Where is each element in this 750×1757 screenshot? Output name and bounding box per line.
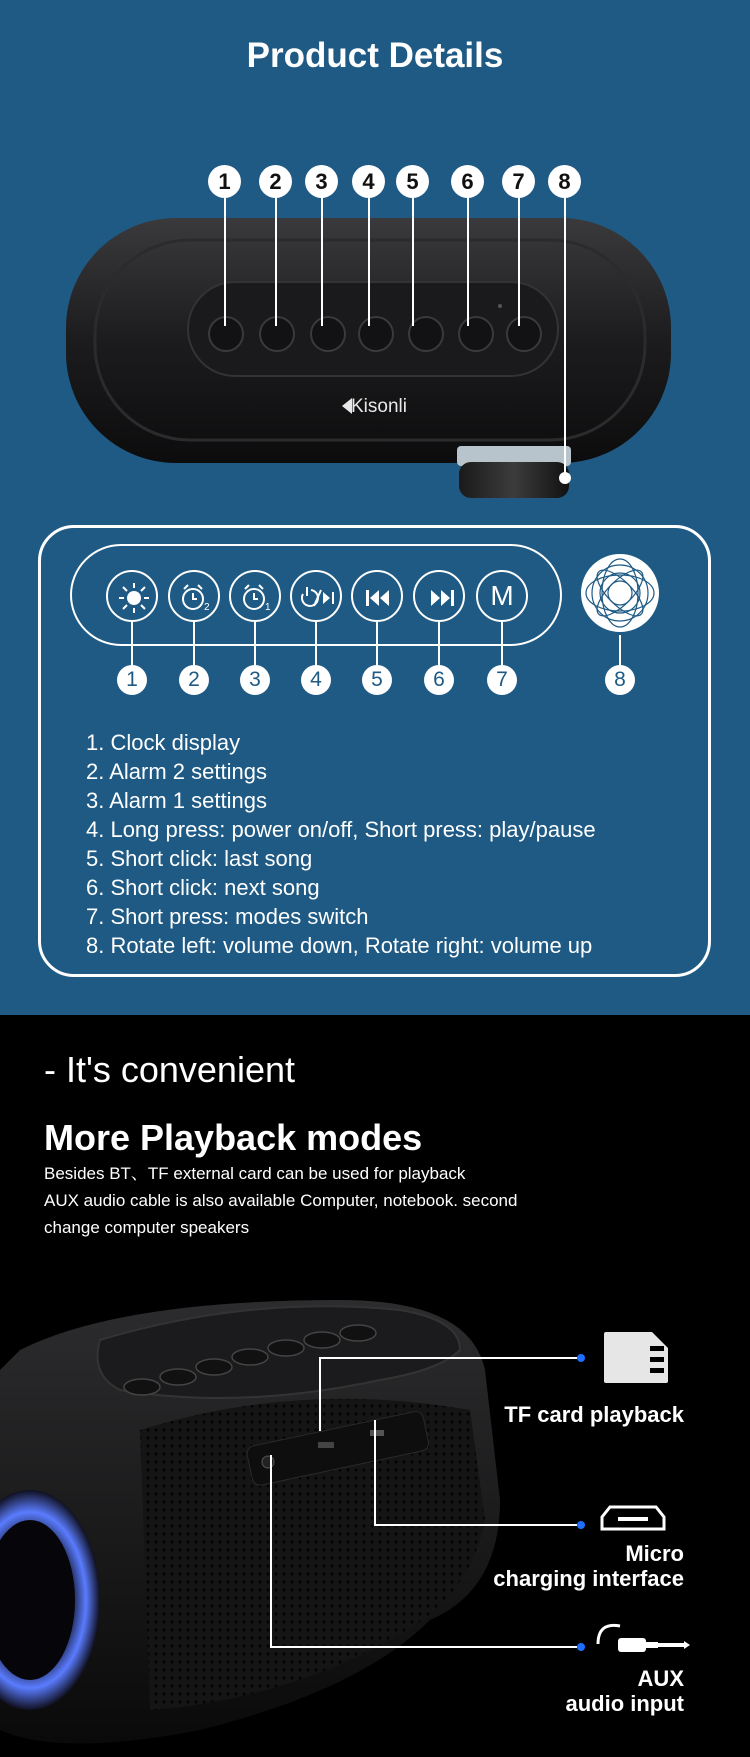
aux-plug-icon — [596, 1618, 692, 1664]
panel-line — [501, 622, 503, 670]
panel-number-5: 5 — [362, 665, 392, 695]
callout-line — [321, 196, 323, 326]
brand-logo — [0, 396, 750, 418]
tagline: - It's convenient — [44, 1049, 295, 1090]
alarm-1-icon — [229, 570, 281, 622]
volume-knob-icon — [578, 551, 662, 635]
callout-3: 3 — [305, 165, 338, 198]
tf-card-icon — [600, 1330, 672, 1385]
list-item: 4. Long press: power on/off, Short press: play/pause — [86, 817, 596, 842]
speaker-top-view-image — [0, 210, 750, 500]
panel-number-8: 8 — [605, 665, 635, 695]
callout-line — [412, 196, 414, 326]
callout-2: 2 — [259, 165, 292, 198]
micro-usb-icon — [600, 1505, 666, 1531]
panel-number-6: 6 — [424, 665, 454, 695]
page-title: Product Details — [246, 36, 504, 75]
list-item: 1. Clock display — [86, 730, 241, 755]
alarm-2-icon — [168, 570, 220, 622]
connector-line — [270, 1646, 577, 1648]
callout-7: 7 — [502, 165, 535, 198]
callout-line — [224, 196, 226, 326]
clock-display-icon — [106, 570, 158, 622]
aux-text-1: AUX — [637, 1666, 684, 1691]
panel-number-1: 1 — [117, 665, 147, 695]
callout-5: 5 — [396, 165, 429, 198]
connector-line — [374, 1524, 577, 1526]
description-line: AUX audio cable is also available Computer, notebook. second — [44, 1191, 518, 1210]
callout-line — [564, 196, 566, 476]
function-list — [86, 728, 596, 960]
connector-line — [270, 1455, 272, 1647]
panel-number-4: 4 — [301, 665, 331, 695]
callout-line — [368, 196, 370, 326]
panel-line — [438, 622, 440, 670]
micro-usb-text-2: charging interface — [493, 1566, 684, 1591]
panel-number-3: 3 — [240, 665, 270, 695]
svg-text:1: 1 — [265, 602, 271, 613]
list-item: 2. Alarm 2 settings — [86, 759, 267, 784]
callout-6: 6 — [451, 165, 484, 198]
previous-track-icon — [351, 570, 403, 622]
list-item: 7. Short press: modes switch — [86, 904, 369, 929]
list-item: 8. Rotate left: volume down, Rotate right: volume up — [86, 933, 593, 958]
list-item: 5. Short click: last song — [86, 846, 313, 871]
list-item: 6. Short click: next song — [86, 875, 320, 900]
callout-4: 4 — [352, 165, 385, 198]
callout-1: 1 — [208, 165, 241, 198]
section-title: More Playback modes — [44, 1117, 423, 1158]
connector-dot — [577, 1521, 585, 1529]
description-line: change computer speakers — [44, 1218, 250, 1237]
panel-line — [193, 622, 195, 670]
micro-usb-text-1: Micro — [625, 1541, 684, 1566]
panel-line — [254, 622, 256, 670]
connector-dot — [577, 1354, 585, 1362]
micro-usb-label — [430, 1541, 684, 1591]
panel-number-2: 2 — [179, 665, 209, 695]
connector-line — [319, 1358, 321, 1431]
callout-line — [275, 196, 277, 326]
panel-line — [315, 622, 317, 670]
connector-line — [319, 1357, 577, 1359]
callout-line — [518, 196, 520, 326]
connector-dot — [577, 1643, 585, 1651]
svg-text:2: 2 — [204, 602, 210, 613]
list-item: 3. Alarm 1 settings — [86, 788, 267, 813]
callout-8: 8 — [548, 165, 581, 198]
power-play-pause-icon — [290, 570, 342, 622]
description — [44, 1160, 517, 1241]
description-line: Besides BT、TF external card can be used for playback — [44, 1164, 466, 1183]
tf-card-label — [430, 1402, 684, 1427]
aux-label — [430, 1666, 684, 1716]
callout-dot — [559, 472, 571, 484]
next-track-icon — [413, 570, 465, 622]
tf-card-text: TF card playback — [504, 1402, 684, 1427]
aux-text-2: audio input — [565, 1691, 684, 1716]
connector-line — [374, 1420, 376, 1526]
brand-name: Kisonli — [351, 396, 407, 417]
callout-line — [467, 196, 469, 326]
panel-line — [131, 622, 133, 670]
mode-icon: M — [476, 570, 528, 622]
panel-number-7: 7 — [487, 665, 517, 695]
panel-line — [376, 622, 378, 670]
